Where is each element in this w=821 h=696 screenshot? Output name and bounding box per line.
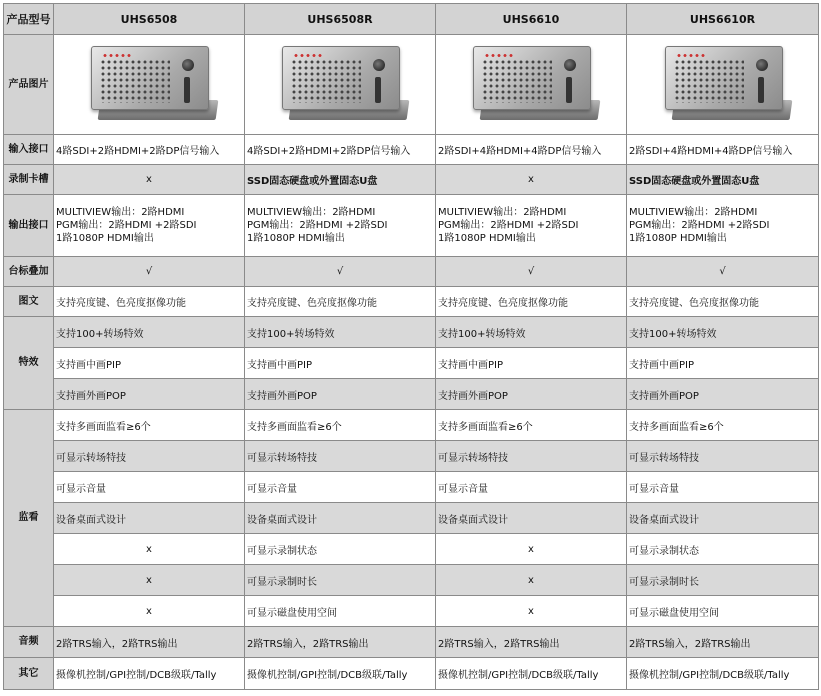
monitor-cell: 可显示转场特技 — [436, 441, 627, 472]
other-label: 其它 — [4, 658, 54, 690]
monitor-cell: 可显示录制状态 — [245, 534, 436, 565]
effects-row — [4, 379, 819, 410]
monitor-cell: 可显示转场特技 — [54, 441, 245, 472]
spec-table — [3, 3, 819, 690]
switcher-console-image — [89, 42, 209, 128]
monitor-cell: x — [436, 596, 627, 627]
effects-cell: 支持画外画POP — [245, 379, 436, 410]
monitor-row — [4, 534, 819, 565]
monitor-cell: 可显示转场特技 — [245, 441, 436, 472]
audio-cell: 2路TRS输入，2路TRS输出 — [245, 627, 436, 658]
output-line: PGM输出：2路HDMI +2路SDI — [247, 220, 388, 231]
effects-cell: 支持100+转场特效 — [54, 317, 245, 348]
monitor-cell: x — [436, 534, 627, 565]
overlay-row — [4, 257, 819, 287]
monitor-cell: 可显示音量 — [436, 472, 627, 503]
monitor-cell: 设备桌面式设计 — [436, 503, 627, 534]
product-image-cell — [54, 35, 245, 135]
output-line: PGM输出：2路HDMI +2路SDI — [438, 220, 579, 231]
monitor-cell: 设备桌面式设计 — [54, 503, 245, 534]
audio-cell: 2路TRS输入，2路TRS输出 — [627, 627, 819, 658]
graphics-label: 图文 — [4, 287, 54, 317]
overlay-cell: √ — [436, 257, 627, 287]
input-label: 输入接口 — [4, 135, 54, 165]
overlay-cell: √ — [627, 257, 819, 287]
output-line: 1路1080P HDMI输出 — [629, 233, 727, 244]
output-line: MULTIVIEW输出：2路HDMI — [438, 207, 567, 218]
monitor-cell: 可显示录制状态 — [627, 534, 819, 565]
output-cell — [627, 195, 819, 257]
output-cell — [245, 195, 436, 257]
monitor-cell: 可显示录制时长 — [627, 565, 819, 596]
monitor-cell: x — [436, 565, 627, 596]
record-row — [4, 165, 819, 195]
model-uhs6508: UHS6508 — [54, 4, 245, 35]
graphics-cell: 支持亮度键、色亮度抠像功能 — [54, 287, 245, 317]
record-cell: x — [54, 165, 245, 195]
output-cell — [54, 195, 245, 257]
monitor-cell: 支持多画面监看≥6个 — [245, 410, 436, 441]
other-row — [4, 658, 819, 690]
effects-row — [4, 317, 819, 348]
output-line: MULTIVIEW输出：2路HDMI — [56, 207, 185, 218]
monitor-label: 监看 — [4, 410, 54, 627]
other-cell: 摄像机控制/GPI控制/DCB级联/Tally — [436, 658, 627, 690]
monitor-cell: x — [54, 596, 245, 627]
monitor-cell: 支持多画面监看≥6个 — [627, 410, 819, 441]
product-image-cell — [245, 35, 436, 135]
monitor-cell: 支持多画面监看≥6个 — [54, 410, 245, 441]
effects-cell: 支持100+转场特效 — [436, 317, 627, 348]
graphics-cell: 支持亮度键、色亮度抠像功能 — [627, 287, 819, 317]
effects-label: 特效 — [4, 317, 54, 410]
input-cell: 4路SDI+2路HDMI+2路DP信号输入 — [245, 135, 436, 165]
graphics-cell: 支持亮度键、色亮度抠像功能 — [436, 287, 627, 317]
product-image-cell — [436, 35, 627, 135]
effects-cell: 支持画外画POP — [627, 379, 819, 410]
output-line: 1路1080P HDMI输出 — [438, 233, 536, 244]
image-label: 产品图片 — [4, 35, 54, 135]
effects-cell: 支持画外画POP — [436, 379, 627, 410]
audio-label: 音频 — [4, 627, 54, 658]
image-row — [4, 35, 819, 135]
monitor-cell: 设备桌面式设计 — [245, 503, 436, 534]
graphics-row — [4, 287, 819, 317]
monitor-cell: 可显示音量 — [627, 472, 819, 503]
effects-cell: 支持100+转场特效 — [245, 317, 436, 348]
audio-cell: 2路TRS输入，2路TRS输出 — [54, 627, 245, 658]
monitor-row — [4, 565, 819, 596]
output-line: PGM输出：2路HDMI +2路SDI — [56, 220, 197, 231]
record-cell: SSD固态硬盘或外置固态U盘 — [245, 165, 436, 195]
monitor-row — [4, 410, 819, 441]
monitor-cell: 可显示磁盘使用空间 — [627, 596, 819, 627]
monitor-row — [4, 503, 819, 534]
output-label: 输出接口 — [4, 195, 54, 257]
input-cell: 4路SDI+2路HDMI+2路DP信号输入 — [54, 135, 245, 165]
model-uhs6508r: UHS6508R — [245, 4, 436, 35]
other-cell: 摄像机控制/GPI控制/DCB级联/Tally — [54, 658, 245, 690]
graphics-cell: 支持亮度键、色亮度抠像功能 — [245, 287, 436, 317]
effects-cell: 支持画外画POP — [54, 379, 245, 410]
monitor-row — [4, 472, 819, 503]
audio-row — [4, 627, 819, 658]
output-line: PGM输出：2路HDMI +2路SDI — [629, 220, 770, 231]
monitor-cell: 可显示录制时长 — [245, 565, 436, 596]
monitor-cell: 可显示音量 — [54, 472, 245, 503]
output-line: MULTIVIEW输出：2路HDMI — [629, 207, 758, 218]
effects-row — [4, 348, 819, 379]
effects-cell: 支持画中画PIP — [436, 348, 627, 379]
output-line: 1路1080P HDMI输出 — [56, 233, 154, 244]
effects-cell: 支持画中画PIP — [245, 348, 436, 379]
other-cell: 摄像机控制/GPI控制/DCB级联/Tally — [245, 658, 436, 690]
record-label: 录制卡槽 — [4, 165, 54, 195]
monitor-cell: 可显示音量 — [245, 472, 436, 503]
input-cell: 2路SDI+4路HDMI+4路DP信号输入 — [627, 135, 819, 165]
switcher-console-image — [280, 42, 400, 128]
header-row — [4, 4, 819, 35]
audio-cell: 2路TRS输入，2路TRS输出 — [436, 627, 627, 658]
overlay-label: 台标叠加 — [4, 257, 54, 287]
model-uhs6610: UHS6610 — [436, 4, 627, 35]
output-line: MULTIVIEW输出：2路HDMI — [247, 207, 376, 218]
output-row — [4, 195, 819, 257]
header-label: 产品型号 — [4, 4, 54, 35]
record-cell: SSD固态硬盘或外置固态U盘 — [627, 165, 819, 195]
input-row — [4, 135, 819, 165]
monitor-row — [4, 596, 819, 627]
monitor-cell: x — [54, 534, 245, 565]
monitor-cell: 可显示转场特技 — [627, 441, 819, 472]
model-uhs6610r: UHS6610R — [627, 4, 819, 35]
monitor-row — [4, 441, 819, 472]
product-image-cell — [627, 35, 819, 135]
output-line: 1路1080P HDMI输出 — [247, 233, 345, 244]
switcher-console-image — [663, 42, 783, 128]
effects-cell: 支持100+转场特效 — [627, 317, 819, 348]
monitor-cell: 可显示磁盘使用空间 — [245, 596, 436, 627]
monitor-cell: x — [54, 565, 245, 596]
overlay-cell: √ — [54, 257, 245, 287]
monitor-cell: 设备桌面式设计 — [627, 503, 819, 534]
effects-cell: 支持画中画PIP — [627, 348, 819, 379]
monitor-cell: 支持多画面监看≥6个 — [436, 410, 627, 441]
effects-cell: 支持画中画PIP — [54, 348, 245, 379]
input-cell: 2路SDI+4路HDMI+4路DP信号输入 — [436, 135, 627, 165]
overlay-cell: √ — [245, 257, 436, 287]
output-cell — [436, 195, 627, 257]
switcher-console-image — [471, 42, 591, 128]
other-cell: 摄像机控制/GPI控制/DCB级联/Tally — [627, 658, 819, 690]
record-cell: x — [436, 165, 627, 195]
